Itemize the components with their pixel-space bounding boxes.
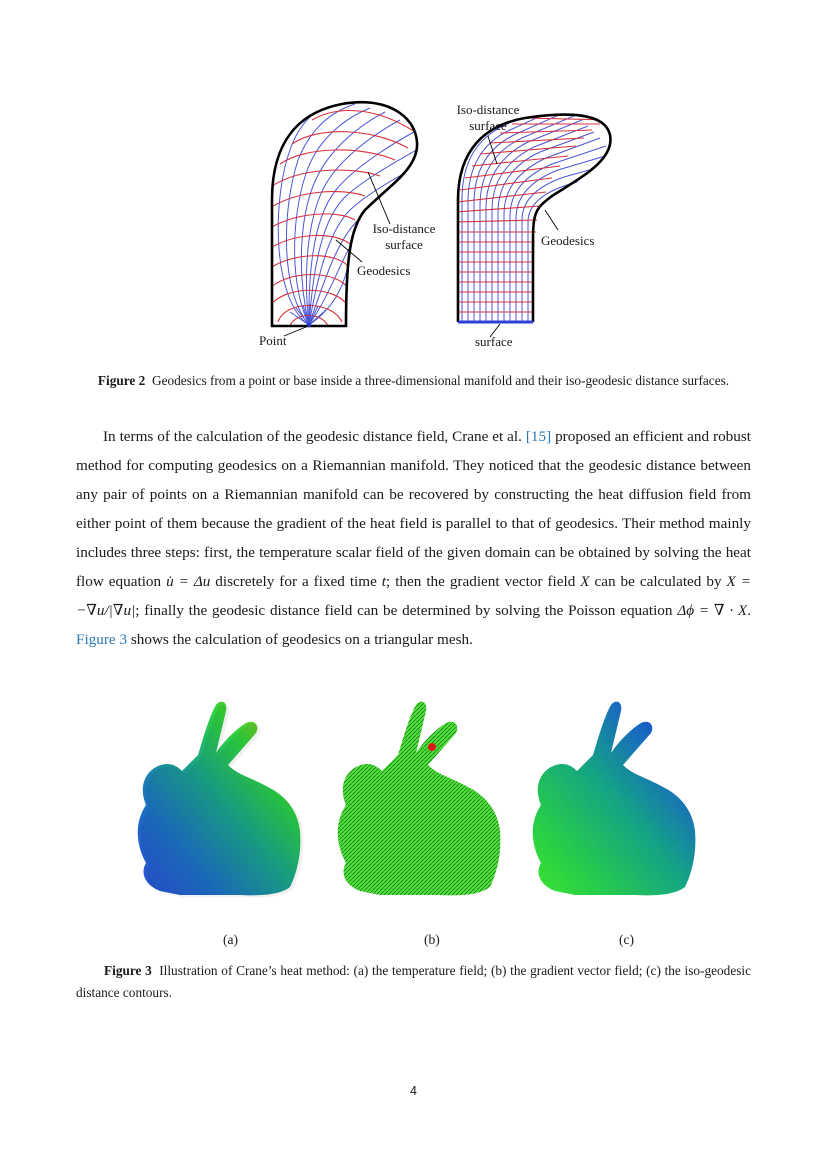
label-text: surface bbox=[385, 237, 423, 252]
label-iso-distance-right bbox=[450, 102, 526, 134]
figure2-diagram bbox=[0, 0, 827, 360]
label-text: surface bbox=[469, 118, 507, 133]
subfigure-label-a: (a) bbox=[223, 932, 238, 947]
variable-x: X bbox=[580, 573, 590, 590]
paragraph-text: discretely for a fixed time bbox=[210, 573, 382, 590]
body-paragraph bbox=[76, 422, 751, 654]
label-surface-right: surface bbox=[475, 334, 513, 349]
figure2-caption bbox=[76, 370, 751, 392]
bunny-c-contours bbox=[533, 702, 696, 896]
page-number: 4 bbox=[410, 1084, 417, 1098]
paragraph-text: can be calculated by bbox=[589, 573, 727, 590]
figure2-caption-label: Figure 2 bbox=[97, 373, 146, 388]
figure3-link[interactable]: Figure 3 bbox=[76, 631, 128, 648]
bunny-b-gradient bbox=[338, 702, 501, 896]
figure3-bunnies bbox=[120, 695, 710, 910]
figure3-caption-text: Illustration of Crane’s heat method: (a) the temperature field; (b) the gradient vector field; (c) the iso-geodesic distance contours. bbox=[76, 963, 752, 1000]
paragraph-text: . bbox=[747, 602, 752, 619]
paragraph-text: In terms of the calculation of the geodesic distance field, Crane et al. bbox=[103, 428, 526, 445]
right-manifold-outline bbox=[458, 115, 610, 322]
citation-link-15[interactable]: [15] bbox=[525, 428, 552, 445]
label-text: Iso-distance bbox=[372, 221, 436, 236]
paragraph-text: proposed an efficient and robust method for computing geodesics on a Riemannian manifold. They noticed that the geodesic distance between any pair of points on a Riemannian manifold can be recovered by constructing the heat diffusion field from either point of them because the gradient of the heat field is parallel to that of geodesics. Their method mainly includes three steps: first, the temperature scalar field of the given domain can be obtained by solving the heat flow equation bbox=[76, 428, 751, 590]
label-geodesics-left: Geodesics bbox=[357, 263, 411, 278]
label-geodesics-right: Geodesics bbox=[541, 233, 595, 248]
figure3-caption-label: Figure 3 bbox=[104, 963, 152, 978]
subfigure-label-b: (b) bbox=[424, 932, 440, 947]
paragraph-text: ; then the gradient vector field bbox=[386, 573, 581, 590]
equation-gradient: X = −∇u/|∇u| bbox=[76, 573, 752, 619]
equation-poisson: Δϕ = ∇ · X bbox=[677, 602, 748, 619]
subfigure-label-c: (c) bbox=[619, 932, 634, 947]
figure2-caption-text: Geodesics from a point or base inside a three-dimensional manifold and their iso-geodesic distance surfaces. bbox=[151, 373, 730, 388]
figure3-caption bbox=[76, 960, 751, 1004]
paragraph-text: ; finally the geodesic distance field can be determined by solving the Poisson equation bbox=[135, 602, 678, 619]
point-source-marker bbox=[307, 323, 311, 327]
left-manifold-grid bbox=[270, 100, 420, 326]
label-text: Iso-distance bbox=[456, 102, 520, 117]
bunny-a-temperature bbox=[138, 702, 304, 898]
paragraph-text: shows the calculation of geodesics on a triangular mesh. bbox=[127, 631, 473, 648]
label-iso-distance-left bbox=[366, 221, 442, 253]
variable-t: t bbox=[381, 573, 387, 590]
label-point: Point bbox=[259, 333, 287, 348]
equation-heat-flow: u̇ = Δu bbox=[166, 573, 211, 590]
